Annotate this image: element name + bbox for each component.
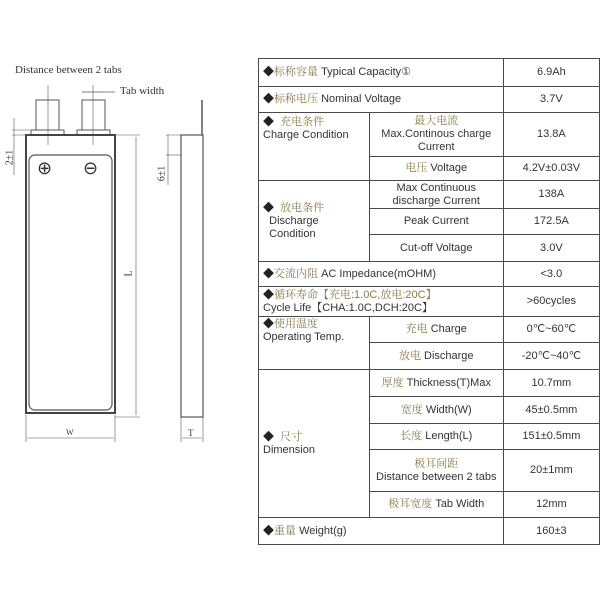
cycle-life-label <box>259 287 504 317</box>
dim-w-label: W <box>66 428 74 437</box>
width-value: 45±0.5mm <box>503 397 599 424</box>
temp-cn: 使用温度 <box>274 318 318 330</box>
dim-6-label: 6±1 <box>156 165 168 182</box>
operating-temp-label <box>259 317 370 370</box>
tab-width-label: Tab width <box>120 85 165 97</box>
thickness-value: 10.7mm <box>503 370 599 397</box>
impedance-value: <3.0 <box>503 262 599 287</box>
charge-current-label <box>369 113 503 157</box>
negative-terminal-icon: ⊖ <box>83 158 99 179</box>
charge-current-value: 13.8A <box>503 113 599 157</box>
charge-en: Charge Condition <box>263 129 349 141</box>
bullet-icon: ◆ <box>263 201 274 214</box>
capacity-cn: 标称容量 <box>274 66 318 78</box>
bullet-icon: ◆ <box>263 93 274 105</box>
battery-drawing <box>0 0 250 600</box>
row-voltage <box>259 87 600 113</box>
row-thickness <box>259 370 600 397</box>
discharge-condition-label <box>259 181 370 262</box>
dim-l-label: L <box>123 270 135 277</box>
charge-voltage-cn: 电压 <box>405 162 428 174</box>
tab-width-cn: 极耳宽度 <box>388 498 433 510</box>
tab-width-spec-label <box>369 492 503 518</box>
bullet-icon: ◆ <box>263 430 274 443</box>
dimension-en: Dimension <box>263 443 315 456</box>
voltage-label <box>259 87 504 113</box>
temp-charge-en: Charge <box>430 323 467 335</box>
charge-voltage-en: Voltage <box>430 162 468 174</box>
voltage-value: 3.7V <box>503 87 599 113</box>
length-cn: 长度 <box>400 430 423 442</box>
charge-current-en: Max.Continous charge Current <box>381 128 492 153</box>
discharge-current-label: Max Continuous discharge Current <box>369 181 503 209</box>
row-impedance <box>259 262 600 287</box>
tab-width-value: 12mm <box>503 492 599 518</box>
temp-discharge-en: Discharge <box>424 349 474 362</box>
length-en: Length(L) <box>425 430 473 442</box>
temp-discharge-cn: 放电 <box>398 349 421 362</box>
impedance-en: AC Impedance(mOHM) <box>321 267 436 280</box>
dimension-cn: 尺寸 <box>280 430 303 443</box>
charge-voltage-label <box>369 157 503 181</box>
temp-discharge-label <box>369 343 503 370</box>
tab-distance-en: Distance between 2 tabs <box>376 470 497 483</box>
discharge-current-value: 138A <box>503 181 599 209</box>
impedance-cn: 交流内阻 <box>274 267 318 280</box>
bullet-icon: ◆ <box>263 66 274 78</box>
discharge-en2: Condition <box>269 227 316 240</box>
width-en: Width(W) <box>425 403 472 416</box>
thickness-label <box>369 370 503 397</box>
tab-distance-value: 20±1mm <box>503 450 599 492</box>
weight-value: 160±3 <box>503 518 599 545</box>
peak-current-label: Peak Current <box>369 209 503 235</box>
temp-en: Operating Temp. <box>263 331 345 343</box>
row-cycle-life <box>259 287 600 317</box>
row-charge-current <box>259 113 600 157</box>
cutoff-voltage-value: 3.0V <box>503 235 599 262</box>
capacity-en: Typical Capacity① <box>321 66 412 78</box>
impedance-label <box>259 262 504 287</box>
temp-discharge-value: -20℃~40℃ <box>503 343 599 370</box>
discharge-cn: 放电条件 <box>280 201 325 214</box>
length-value: 151±0.5mm <box>503 424 599 450</box>
length-label <box>369 424 503 450</box>
temp-charge-value: 0℃~60℃ <box>503 317 599 343</box>
weight-en: Weight(g) <box>299 524 347 537</box>
charge-condition-label <box>259 113 370 181</box>
dim-t-label: T <box>188 428 194 438</box>
width-cn: 宽度 <box>400 403 423 416</box>
tab-width-en: Tab Width <box>435 498 485 510</box>
tab-distance-cn: 极耳间距 <box>414 457 459 470</box>
dim-2-label: 2±1 <box>4 149 16 166</box>
row-discharge-current <box>259 181 600 209</box>
cycle-line1: 循环寿命【充电:1.0C,放电:20C】 <box>274 288 437 301</box>
row-weight <box>259 518 600 545</box>
thickness-en: Thickness(T)Max <box>406 376 491 389</box>
cutoff-voltage-label: Cut-off Voltage <box>369 235 503 262</box>
row-temp-charge <box>259 317 600 343</box>
temp-charge-cn: 充电 <box>405 323 428 335</box>
temp-charge-label <box>369 317 503 343</box>
charge-current-cn: 最大电流 <box>414 115 459 127</box>
row-capacity <box>259 59 600 87</box>
capacity-value: 6.9Ah <box>503 59 599 87</box>
charge-voltage-value: 4.2V±0.03V <box>503 157 599 181</box>
weight-cn: 重量 <box>274 524 296 537</box>
distance-between-tabs-label: Distance between 2 tabs <box>15 64 122 76</box>
tab-distance-label <box>369 450 503 492</box>
voltage-en: Nominal Voltage <box>321 93 402 105</box>
bullet-icon: ◆ <box>263 318 274 330</box>
voltage-cn: 标称电压 <box>274 93 318 105</box>
bullet-icon: ◆ <box>263 267 274 280</box>
dimension-label <box>259 370 370 518</box>
cycle-life-value: >60cycles <box>503 287 599 317</box>
bullet-icon: ◆ <box>263 116 274 128</box>
spec-table <box>258 58 600 545</box>
weight-label <box>259 518 504 545</box>
bullet-icon: ◆ <box>263 288 274 301</box>
discharge-en1: Discharge <box>269 214 319 227</box>
capacity-label <box>259 59 504 87</box>
thickness-cn: 厚度 <box>381 376 404 389</box>
peak-current-value: 172.5A <box>503 209 599 235</box>
positive-terminal-icon: ⊕ <box>37 158 53 179</box>
cycle-line2: Cycle Life【CHA:1.0C,DCH:20C】 <box>263 301 433 314</box>
width-label <box>369 397 503 424</box>
bullet-icon: ◆ <box>263 524 274 537</box>
charge-cn: 充电条件 <box>280 116 325 128</box>
